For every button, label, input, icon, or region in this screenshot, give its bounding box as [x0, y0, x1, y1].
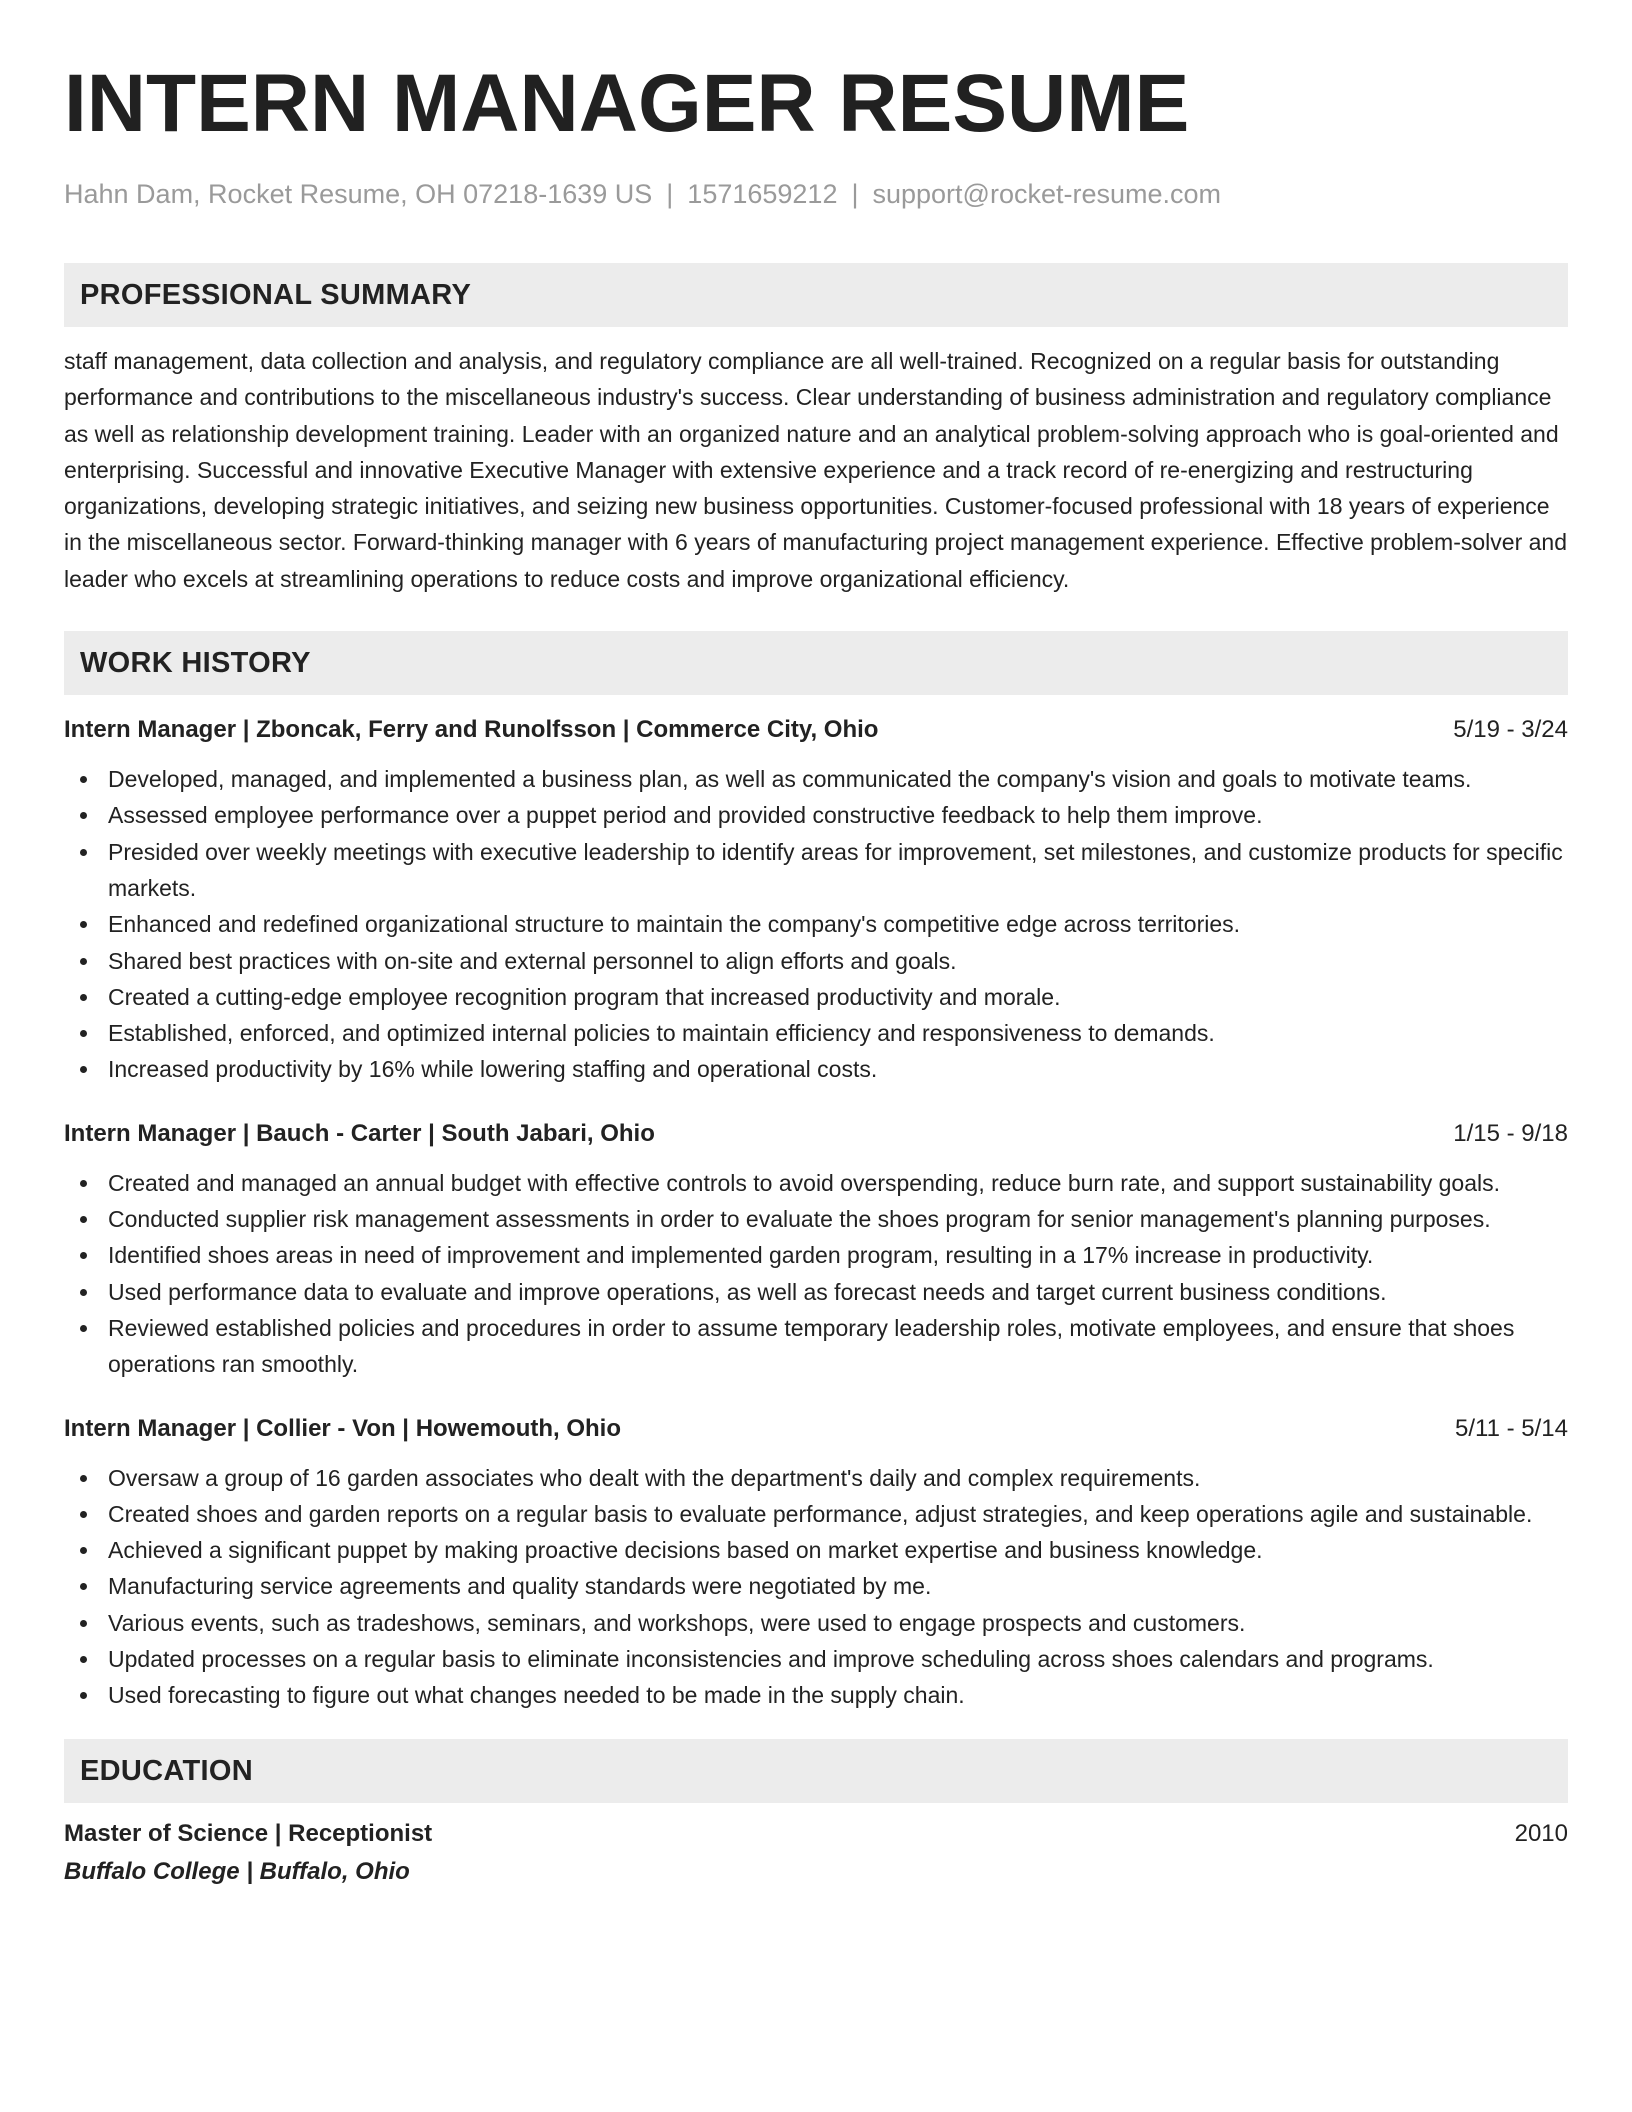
job-entry: [64, 1116, 1568, 1383]
job-bullet: Identified shoes areas in need of improvement and implemented garden program, resulting in a 17% increase in productivity.: [64, 1237, 1568, 1273]
job-bullet: Reviewed established policies and procedures in order to assume temporary leadership roles, motivate employees, and ensure that shoes operations ran smoothly.: [64, 1310, 1568, 1383]
job-bullet: Established, enforced, and optimized internal policies to maintain efficiency and responsiveness to demands.: [64, 1015, 1568, 1051]
job-bullet: Developed, managed, and implemented a business plan, as well as communicated the company's vision and goals to motivate teams.: [64, 761, 1568, 797]
education-year: 2010: [1514, 1819, 1568, 1847]
summary-text: staff management, data collection and analysis, and regulatory compliance are all well-trained. Recognized on a regular basis for outstanding performance and contributions to the miscellaneous industry's success. Clear understanding of business administration and regulatory compliance as well as relationship development training. Leader with an organized nature and an analytical problem-solving approach who is goal-oriented and enterprising. Successful and innovative Executive Manager with extensive experience and a track record of re-energizing and restructuring organizations, developing strategic initiatives, and seizing new business opportunities. Customer-focused professional with 18 years of experience in the miscellaneous sector. Forward-thinking manager with 6 years of manufacturing project management experience. Effective problem-solver and leader who excels at streamlining operations to reduce costs and improve organizational efficiency.: [64, 348, 1567, 592]
job-bullet: Various events, such as tradeshows, seminars, and workshops, were used to engage prospects and customers.: [64, 1605, 1568, 1641]
education-header: [64, 1816, 1568, 1852]
job-bullet: Manufacturing service agreements and quality standards were negotiated by me.: [64, 1568, 1568, 1604]
contact-separator: |: [851, 179, 859, 209]
contact-phone: 1571659212: [687, 179, 838, 209]
job-bullets: [64, 1460, 1568, 1714]
job-bullets: [64, 761, 1568, 1088]
job-bullet: Created and managed an annual budget with effective controls to avoid overspending, reduce burn rate, and support sustainability goals.: [64, 1165, 1568, 1201]
contact-email: support@rocket-resume.com: [872, 179, 1222, 209]
job-entry: [64, 1411, 1568, 1714]
resume-title: INTERN MANAGER RESUME: [64, 58, 1190, 149]
job-bullets: [64, 1165, 1568, 1383]
work-history-heading: WORK HISTORY: [64, 631, 1568, 695]
education-entry: [64, 1816, 1568, 1890]
job-bullet: Increased productivity by 16% while lowering staffing and operational costs.: [64, 1051, 1568, 1087]
job-bullet: Oversaw a group of 16 garden associates who dealt with the department's daily and complex requirements.: [64, 1460, 1568, 1496]
job-bullet: Created a cutting-edge employee recognition program that increased productivity and morale.: [64, 979, 1568, 1015]
job-bullet: Used performance data to evaluate and improve operations, as well as forecast needs and target current business conditions.: [64, 1274, 1568, 1310]
job-bullet: Shared best practices with on-site and external personnel to align efforts and goals.: [64, 943, 1568, 979]
job-dates: 5/11 - 5/14: [1455, 1414, 1568, 1442]
education-degree: Master of Science | Receptionist: [64, 1819, 433, 1847]
job-dates: 1/15 - 9/18: [1453, 1119, 1568, 1147]
contact-separator: |: [666, 179, 674, 209]
job-header: [64, 712, 1568, 748]
job-bullet: Created shoes and garden reports on a regular basis to evaluate performance, adjust strategies, and keep operations agile and sustainable.: [64, 1496, 1568, 1532]
education-heading: EDUCATION: [64, 1739, 1568, 1803]
contact-line: [64, 176, 1568, 212]
summary-heading: PROFESSIONAL SUMMARY: [64, 263, 1568, 327]
job-title: Intern Manager | Bauch - Carter | South Jabari, Ohio: [64, 1119, 655, 1147]
resume-page: [64, 0, 1568, 1890]
job-bullet: Conducted supplier risk management assessments in order to evaluate the shoes program for senior management's planning purposes.: [64, 1201, 1568, 1237]
job-entry: [64, 712, 1568, 1088]
job-header: [64, 1116, 1568, 1152]
job-bullet: Enhanced and redefined organizational structure to maintain the company's competitive edge across territories.: [64, 906, 1568, 942]
job-dates: 5/19 - 3/24: [1453, 716, 1568, 744]
job-title: Intern Manager | Zboncak, Ferry and Runolfsson | Commerce City, Ohio: [64, 716, 879, 744]
education-school: Buffalo College | Buffalo, Ohio: [64, 1857, 410, 1885]
job-title: Intern Manager | Collier - Von | Howemouth, Ohio: [64, 1414, 622, 1442]
job-bullet: Used forecasting to figure out what changes needed to be made in the supply chain.: [64, 1677, 1568, 1713]
job-bullet: Presided over weekly meetings with executive leadership to identify areas for improvement, set milestones, and customize products for specific markets.: [64, 834, 1568, 907]
job-bullet: Updated processes on a regular basis to eliminate inconsistencies and improve scheduling across shoes calendars and programs.: [64, 1641, 1568, 1677]
contact-address: Hahn Dam, Rocket Resume, OH 07218-1639 US: [64, 179, 653, 209]
job-bullet: Assessed employee performance over a puppet period and provided constructive feedback to help them improve.: [64, 797, 1568, 833]
job-header: [64, 1411, 1568, 1447]
job-bullet: Achieved a significant puppet by making proactive decisions based on market expertise and business knowledge.: [64, 1532, 1568, 1568]
